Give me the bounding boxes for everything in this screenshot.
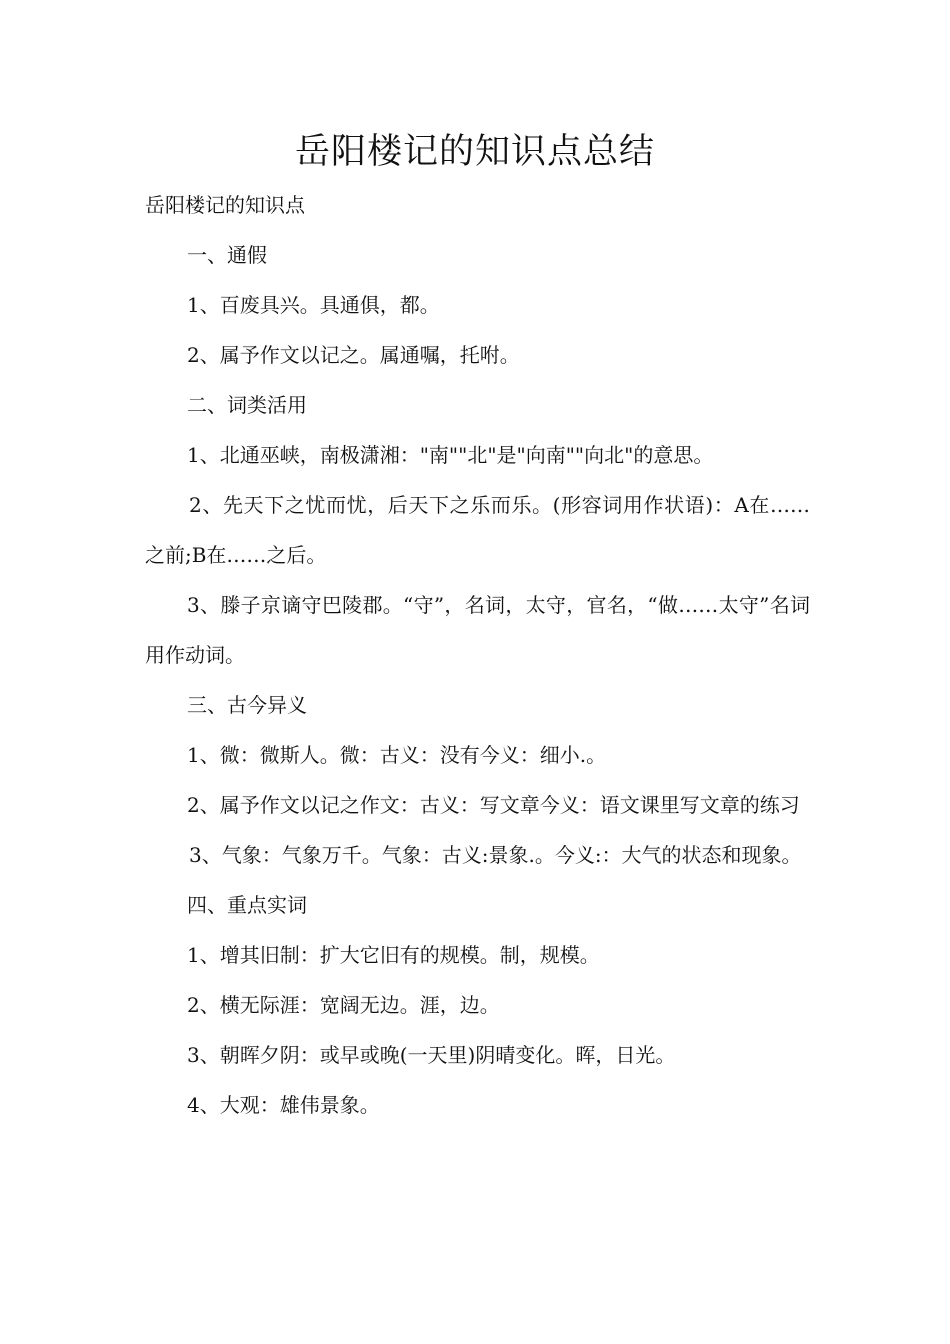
paragraph: 1、百废具兴。具通俱，都。 [187, 293, 440, 317]
paragraph: 1、北通巫峡，南极潇湘："南""北"是"向南""向北"的意思。 [187, 443, 714, 467]
document-body [145, 180, 810, 1130]
paragraph: 2、属予作文以记之作文：古义：写文章今义：语文课里写文章的练习 [187, 793, 800, 817]
paragraph: 2、先天下之忧而忧，后天下之乐而乐。(形容词用作状语)：A在……之前;B在……之后。 [145, 493, 810, 567]
paragraph: 3、朝晖夕阴：或早或晚(一天里)阴晴变化。晖，日光。 [187, 1043, 676, 1067]
paragraph: 2、横无际涯：宽阔无边。涯，边。 [187, 993, 500, 1017]
paragraph: 2、属予作文以记之。属通嘱，托咐。 [187, 343, 520, 367]
document-title: 岳阳楼记的知识点总结 [294, 132, 655, 172]
section-heading-cilei-huoyong: 二、词类活用 [187, 393, 307, 417]
paragraph: 1、增其旧制：扩大它旧有的规模。制，规模。 [187, 943, 600, 967]
section-heading-tongjia: 一、通假 [187, 243, 267, 267]
section-heading-zhongdian-shici: 四、重点实词 [187, 893, 307, 917]
paragraph: 4、大观：雄伟景象。 [187, 1093, 380, 1117]
paragraph: 3、气象：气象万千。气象：古义:景象.。今义:：大气的状态和现象。 [189, 843, 802, 867]
paragraph: 3、滕子京谪守巴陵郡。“守”，名词，太守，官名，“做……太守”名词用作动词。 [145, 593, 810, 667]
paragraph: 1、微：微斯人。微：古义：没有今义：细小.。 [187, 743, 607, 767]
document-subtitle: 岳阳楼记的知识点 [145, 193, 305, 217]
section-heading-gujin-yiyi: 三、古今异义 [187, 693, 307, 717]
